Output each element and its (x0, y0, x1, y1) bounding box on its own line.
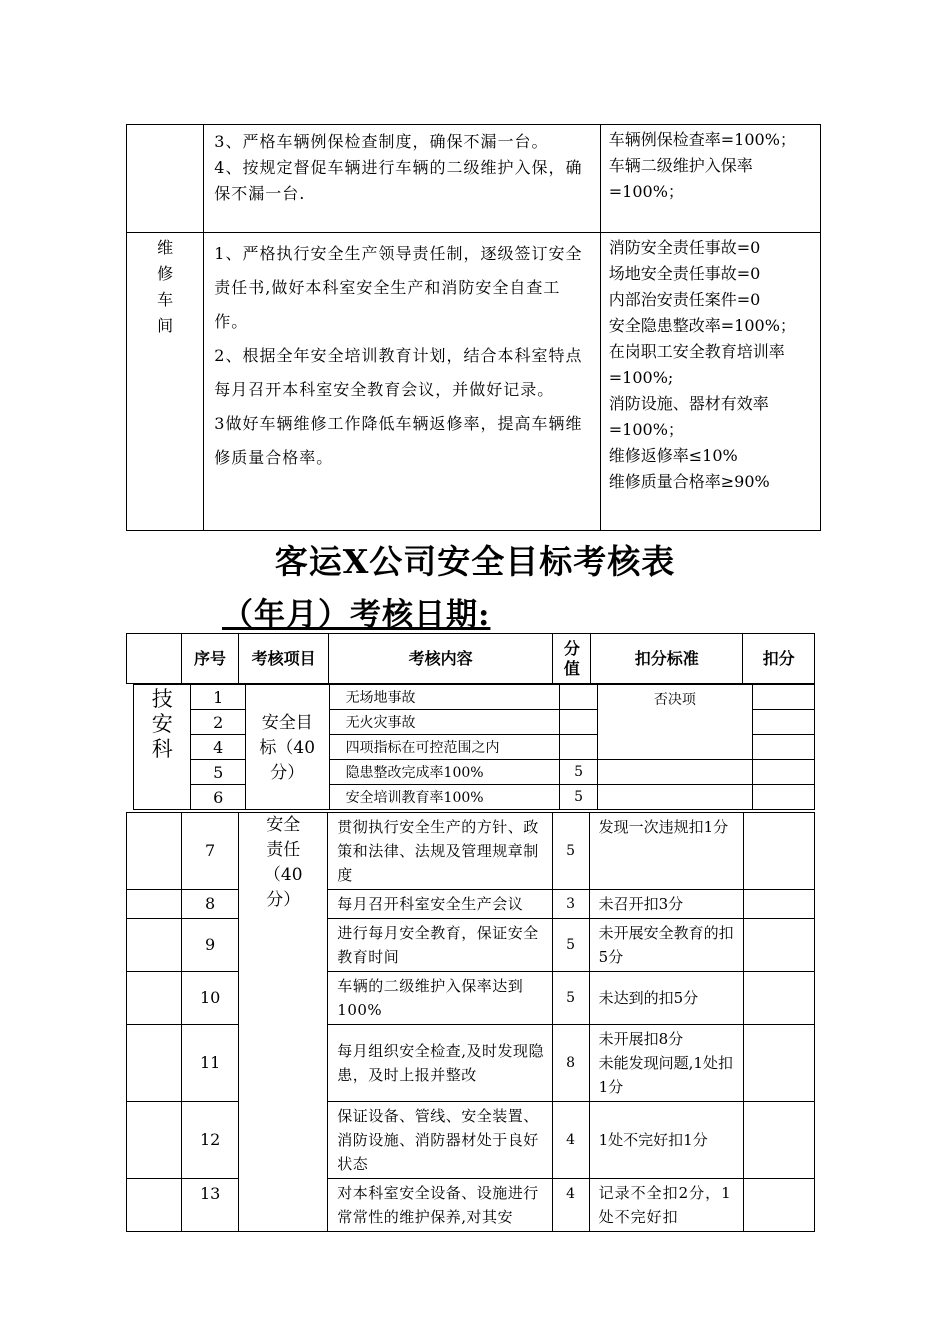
table-row (127, 1102, 815, 1179)
content-cell: 安全培训教育率100% (329, 785, 560, 810)
table-row (127, 972, 815, 1025)
target-line: 消防设施、器材有效率=100%； (608, 394, 769, 439)
dept-cell-jianke: 技安科 (134, 685, 191, 810)
table-row (127, 919, 815, 972)
seq-cell: 8 (182, 890, 239, 919)
score-cell: 8 (552, 1025, 589, 1102)
deduct-cell (753, 735, 815, 760)
item-cell: 安全目标（40分） (245, 685, 329, 810)
dept-cell (127, 919, 182, 972)
header-item: 考核项目 (239, 634, 329, 684)
score-cell (560, 685, 597, 710)
content-cell: 无火灾事故 (329, 710, 560, 735)
table-row (127, 233, 821, 531)
seq-cell: 13 (182, 1179, 239, 1232)
target-line: 场地安全责任事故=0 (608, 264, 761, 283)
deduct-cell (743, 890, 814, 919)
standard-cell: 未达到的扣5分 (589, 972, 743, 1025)
standard-cell: 未开展扣8分 未能发现问题,1处扣1分 (589, 1025, 743, 1102)
score-cell: 5 (552, 813, 589, 890)
requirements-cell (204, 233, 600, 531)
targets-cell (600, 233, 820, 531)
target-line: 在岗职工安全教育培训率=100%; (608, 342, 785, 387)
seq-cell: 7 (182, 813, 239, 890)
deduct-cell (753, 710, 815, 735)
content-cell: 隐患整改完成率100% (329, 760, 560, 785)
seq-cell: 9 (182, 919, 239, 972)
header-deduct: 扣分 (743, 634, 815, 684)
deduct-column-group1 (752, 684, 815, 810)
requirement-line: 3、严格车辆例保检查制度，确保不漏一台。 (214, 132, 549, 151)
header-content: 考核内容 (328, 634, 553, 684)
standard-cell: 记录不全扣2分，1处不完好扣 (589, 1179, 743, 1232)
requirements-cell (204, 125, 600, 233)
targets-cell (600, 125, 820, 233)
seq-cell: 5 (191, 760, 245, 785)
seq-cell: 2 (191, 710, 245, 735)
header-score: 分值 (553, 634, 591, 684)
assessment-group-jianke (133, 684, 753, 810)
target-line: 维修返修率≤10% (608, 446, 738, 465)
score-cell: 5 (552, 972, 589, 1025)
score-cell: 5 (560, 760, 597, 785)
content-cell: 四项指标在可控范围之内 (329, 735, 560, 760)
dept-cell (127, 1025, 182, 1102)
deduct-cell (753, 785, 815, 810)
header-seq: 序号 (181, 634, 239, 684)
standard-cell (597, 785, 752, 810)
deduct-cell (743, 919, 814, 972)
item-cell: 安全责任（40分） (239, 813, 328, 1232)
target-line: 车辆二级维护入保率=100%； (608, 156, 753, 201)
table-row (127, 125, 821, 233)
score-cell (560, 710, 597, 735)
header-blank (127, 634, 182, 684)
table-row (134, 760, 753, 785)
table-row (127, 813, 815, 890)
content-cell: 对本科室安全设备、设施进行常常性的维护保养,对其安 (328, 1179, 552, 1232)
score-cell: 3 (552, 890, 589, 919)
seq-cell: 1 (191, 685, 245, 710)
content-cell: 无场地事故 (329, 685, 560, 710)
dept-cell (127, 1179, 182, 1232)
standard-cell (597, 760, 752, 785)
table-row (127, 1025, 815, 1102)
dept-cell-weixiu (127, 233, 204, 531)
score-cell: 5 (560, 785, 597, 810)
target-line: 车辆例保检查率=100%； (608, 130, 796, 149)
dept-label: 维修车间 (157, 238, 174, 335)
score-cell: 5 (552, 919, 589, 972)
seq-cell: 4 (191, 735, 245, 760)
standard-cell-veto: 否决项 (597, 685, 752, 760)
dept-cell (127, 1102, 182, 1179)
assessment-header (126, 633, 815, 684)
target-line: 内部治安责任案件=0 (608, 290, 761, 309)
seq-cell: 12 (182, 1102, 239, 1179)
content-cell: 保证设备、管线、安全装置、消防设施、消防器材处于良好状态 (328, 1102, 552, 1179)
dept-cell (127, 890, 182, 919)
table-row (127, 1179, 815, 1232)
deduct-cell (743, 1102, 814, 1179)
content-cell: 每月组织安全检查,及时发现隐患，及时上报并整改 (328, 1025, 552, 1102)
table-row (127, 890, 815, 919)
standard-cell: 1处不完好扣1分 (589, 1102, 743, 1179)
content-cell: 车辆的二级维护入保率达到100% (328, 972, 552, 1025)
dept-cell (127, 125, 204, 233)
requirement-line: 1、严格执行安全生产领导责任制，逐级签订安全责任书,做好本科室安全生产和消防安全自查工作。 (214, 244, 583, 331)
requirement-line: 2、根据全年安全培训教育计划，结合本科室特点每月召开本科室安全教育会议，并做好记录。 (214, 346, 583, 399)
deduct-cell (753, 685, 815, 710)
header-standard: 扣分标准 (591, 634, 743, 684)
score-cell: 4 (552, 1102, 589, 1179)
document-subtitle: （年月）考核日期: (222, 597, 491, 633)
target-line: 安全隐患整改率=100%； (608, 316, 796, 335)
deduct-cell (743, 972, 814, 1025)
target-line: 消防安全责任事故=0 (608, 238, 761, 257)
deduct-cell (743, 1025, 814, 1102)
score-cell (560, 735, 597, 760)
requirement-line: 4、按规定督促车辆进行车辆的二级维护入保，确保不漏一台. (214, 158, 583, 203)
standard-cell: 未开展安全教育的扣5分 (589, 919, 743, 972)
standard-cell: 发现一次违规扣1分 (589, 813, 743, 890)
standard-cell: 未召开扣3分 (589, 890, 743, 919)
score-cell: 4 (552, 1179, 589, 1232)
target-line: 维修质量合格率≥90% (608, 472, 770, 491)
table-row (134, 785, 753, 810)
safety-target-table-continued (126, 124, 821, 531)
deduct-cell (753, 760, 815, 785)
content-cell: 进行每月安全教育，保证安全教育时间 (328, 919, 552, 972)
dept-cell (127, 813, 182, 890)
seq-cell: 11 (182, 1025, 239, 1102)
assessment-group-safety-responsibility (126, 812, 815, 1232)
content-cell: 贯彻执行安全生产的方针、政策和法律、法规及管理规章制度 (328, 813, 552, 890)
deduct-cell (743, 1179, 814, 1232)
seq-cell: 10 (182, 972, 239, 1025)
seq-cell: 6 (191, 785, 245, 810)
requirement-line: 3做好车辆维修工作降低车辆返修率，提高车辆维修质量合格率。 (214, 414, 583, 467)
table-row (134, 685, 753, 710)
content-cell: 每月召开科室安全生产会议 (328, 890, 552, 919)
dept-cell (127, 972, 182, 1025)
deduct-cell (743, 813, 814, 890)
document-title: 客运X公司安全目标考核表 (274, 542, 676, 581)
